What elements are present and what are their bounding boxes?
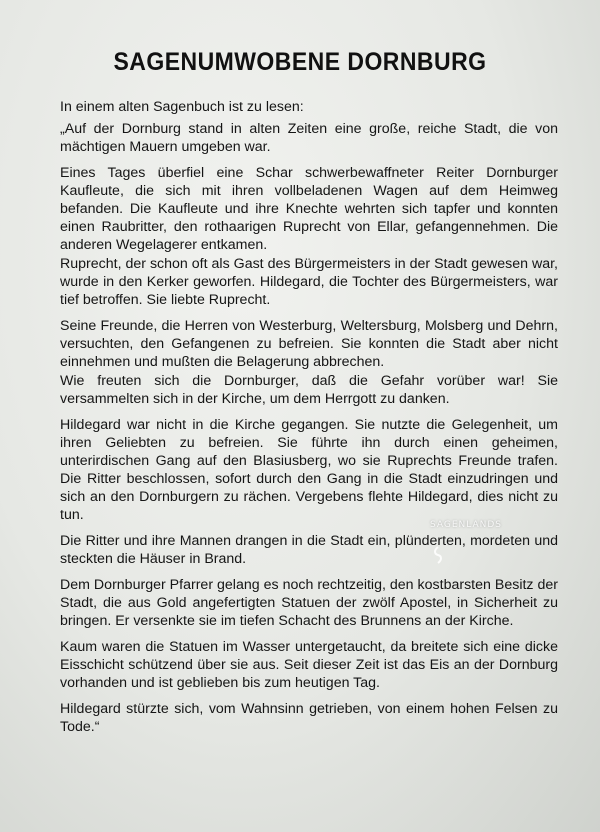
sign-title: SAGENUMWOBENE DORNBURG [113,48,487,76]
paragraph-eis: Kaum waren die Statuen im Wasser untergetaucht, da breitete sich eine dicke Eisschicht schützend über sie aus. Seit dieser Zeit ist das Eis an der Dornburg vorhanden und ist geblieben bis zum heutigen Tag. [60,639,558,691]
watermark-icon [432,546,444,564]
paragraph-apostel: Dem Dornburger Pfarrer gelang es noch rechtzeitig, den kostbarsten Besitz der Stadt, die aus Gold angefertigten Statuen der zwölf Apostel, in Sicherheit zu bringen. Er versenkte sie im tiefen Schacht des Brunnens an der Kirche. [60,577,558,629]
paragraph-pluenderung: Die Ritter und ihre Mannen drangen in die Stadt ein, plünderten, mordeten und steckten die Häuser in Brand. [60,533,558,567]
paragraph-flucht: Hildegard war nicht in die Kirche gegangen. Sie nutzte die Gelegenheit, um ihren Geliebten zu befreien. Sie führte ihn durch einen geheimen, unterirdischen Gang auf den Blasiusberg, wo sie Ruprechts Freunde trafen. Die Ritter beschlossen, sofort durch den Gang in die Stadt einzudringen und sich an den Dornburgern zu rächen. Vergebens flehte Hildegard, dies nicht zu tun. [60,417,558,523]
paragraph-kerker: Ruprecht, der schon oft als Gast des Bürgermeisters in der Stadt gewesen war, wurde in den Kerker geworfen. Hildegard, die Tochter des Bürgermeisters, war tief betroffen. Sie liebte Ruprecht. [60,256,558,308]
paragraph-ueberfall: Eines Tages überfiel eine Schar schwerbewaffneter Reiter Dornburger Kaufleute, die sich mit ihren vollbeladenen Wagen auf dem Heimweg befanden. Die Kaufleute und ihre Knechte wehrten sich tapfer und konnten einen Raubritter, den rothaarigen Ruprecht von Ellar, gefangennehmen. Die anderen Wegelagerer entkamen. [60,165,558,253]
paragraph-freunde: Seine Freunde, die Herren von Westerburg, Weltersburg, Molsberg und Dehrn, versuchten, den Gefangenen zu befreien. Sie konnten die Stadt aber nicht einnehmen und mußten die Belagerung abbrechen. [60,318,558,370]
paragraph-intro: In einem alten Sagenbuch ist zu lesen: [60,99,304,115]
sign-body [60,98,558,744]
paragraph-kirche: Wie freuten sich die Dornburger, daß die Gefahr vorüber war! Sie versammelten sich in der Kirche, um dem Herrgott zu danken. [60,373,558,407]
watermark-text: SAGENLANDS [430,520,503,530]
paragraph-schluss: Hildegard stürzte sich, vom Wahnsinn getrieben, von einem hohen Felsen zu Tode.“ [60,701,558,735]
paragraph-stadt: „Auf der Dornburg stand in alten Zeiten eine große, reiche Stadt, die von mächtigen Mauern umgeben war. [60,121,558,155]
